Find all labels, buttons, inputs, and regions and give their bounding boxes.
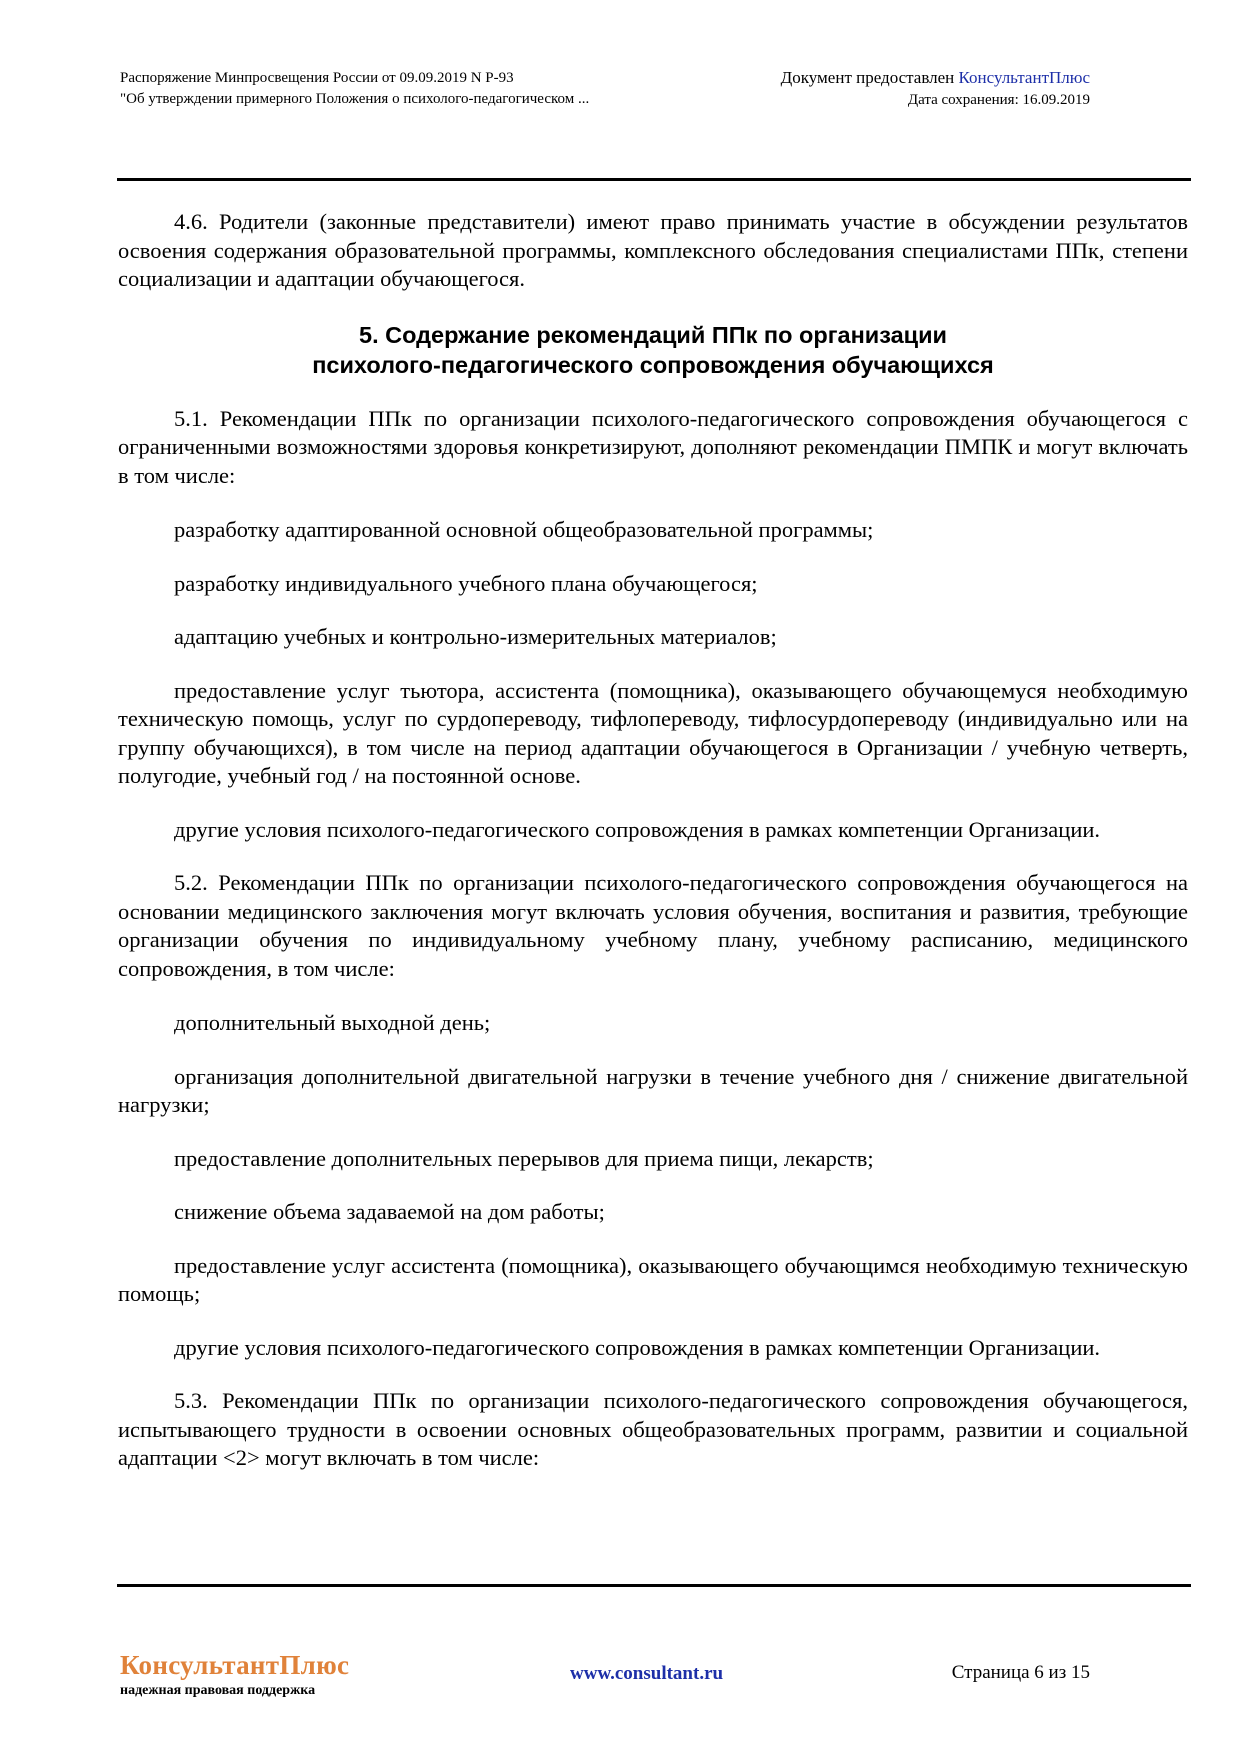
footer-website-link[interactable]: www.consultant.ru [570,1663,724,1684]
paragraph-4-6: 4.6. Родители (законные представители) имеют право принимать участие в обсуждении результатов освоения содержания образовательной программы, комплексного обследования специалистами ППк, степени социализации и адаптации обучающегося. [118,209,1188,291]
footer-page-number: Страница 6 из 15 [951,1662,1090,1683]
paragraph-5-3: 5.3. Рекомендации ППк по организации психолого-педагогического сопровождения обучающегося, испытывающего трудности в освоении основных общеобразовательных программ, развитии и социальной адаптации <2> могут включать в том числе: [118,1388,1188,1470]
header-provided-prefix: Документ предоставлен [780,68,959,87]
list-item: разработку адаптированной основной общеобразовательной программы; [174,517,874,542]
header-doc-line1: Распоряжение Минпросвещения России от 09.09.2019 N Р-93 [120,70,514,86]
list-item: разработку индивидуального учебного плана обучающегося; [174,570,758,596]
header-provided-by [781,66,1090,89]
list-item: предоставление услуг ассистента (помощника), оказывающего обучающимся необходимую техническую помощь; [118,1252,1188,1306]
header-document-title [120,68,589,110]
section-title-line2: психолого-педагогического сопровождения обучающихся [312,351,994,378]
header-save-date: Дата сохранения: 16.09.2019 [907,92,1090,108]
document-body [118,208,1188,1499]
list-item: дополнительный выходной день; [174,1010,491,1035]
list-item: организация дополнительной двигательной нагрузки в течение учебного дня / снижение двигательной нагрузки; [118,1063,1188,1117]
footer-logo [120,1650,349,1699]
list-item: другие условия психолого-педагогического сопровождения в рамках компетенции Организации. [174,816,1101,842]
section-5-title [118,320,1188,380]
list-item: другие условия психолого-педагогического сопровождения в рамках компетенции Организации. [174,1334,1101,1360]
paragraph-5-2: 5.2. Рекомендации ППк по организации психолого-педагогического сопровождения обучающегося на основании медицинского заключения могут включать условия обучения, воспитания и развития, требующие организации обучения по индивидуальному учебному плану, учебному расписанию, медицинского сопровождения, в том числе: [118,870,1188,981]
header-brand-link[interactable]: КонсультантПлюс [958,68,1090,87]
footer-divider [117,1584,1191,1587]
list-item: предоставление услуг тьютора, ассистента (помощника), оказывающего обучающемуся необходимую техническую помощь, услуг по сурдопереводу, тифлопереводу, тифлосурдопереводу (индивидуально или на группу обучающихся), в том числе на период адаптации обучающегося в Организации / учебную четверть, полугодие, учебный год / на постоянной основе. [118,677,1188,788]
section-title-line1: 5. Содержание рекомендаций ППк по организации [359,321,947,348]
footer-tagline: надежная правовая поддержка [120,1683,316,1698]
list-item: предоставление дополнительных перерывов для приема пищи, лекарств; [174,1145,874,1171]
paragraph-5-1: 5.1. Рекомендации ППк по организации психолого-педагогического сопровождения обучающегося с ограниченными возможностями здоровья конкретизируют, дополняют рекомендации ПМПК и могут включать в том числе: [118,405,1188,488]
list-item: снижение объема задаваемой на дом работы; [174,1199,605,1224]
footer-brand: КонсультантПлюс [120,1650,350,1680]
header-provider [781,66,1090,112]
header-divider [117,178,1191,181]
list-item: адаптацию учебных и контрольно-измерительных материалов; [174,624,777,649]
header-doc-line2: "Об утверждении примерного Положения о психолого-педагогическом ... [120,91,590,107]
